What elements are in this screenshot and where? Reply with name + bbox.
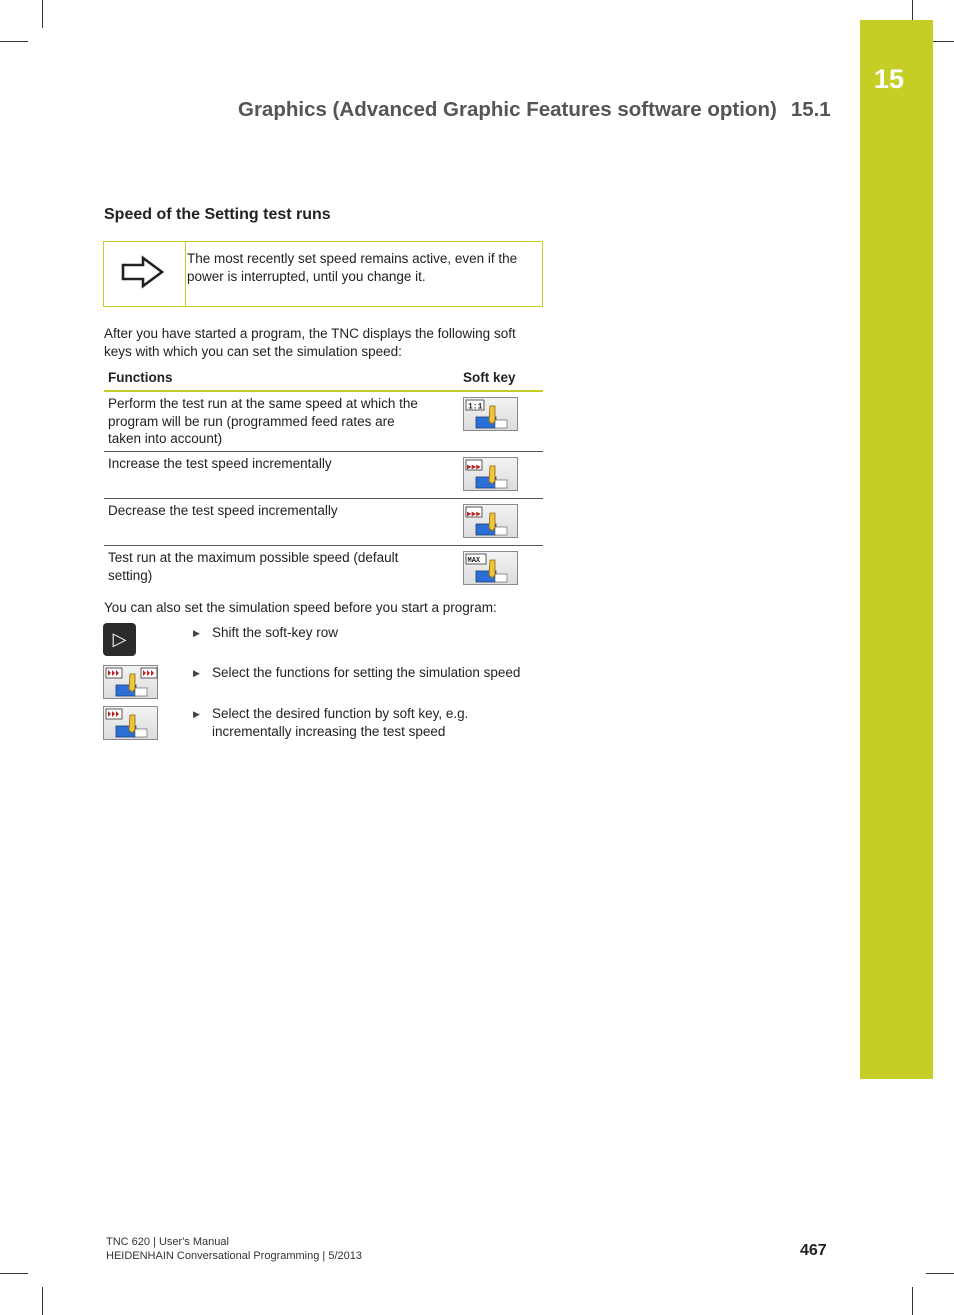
softkey-face [463, 504, 518, 538]
footer-manual-subtitle: HEIDENHAIN Conversational Programming | 5/2013 [106, 1250, 362, 1262]
crop-mark [926, 1273, 954, 1274]
table-row [104, 452, 543, 499]
simulation-speed-softkey-icon[interactable] [103, 665, 158, 699]
note-text: The most recently set speed remains active, even if the power is interrupted, until you change it. [187, 251, 518, 284]
footer [106, 1235, 362, 1263]
softkey-label: ▶▶▶ [467, 510, 481, 518]
crop-mark [0, 1273, 28, 1274]
running-header [238, 98, 831, 122]
header-section-number: 15.1 [790, 98, 831, 121]
step-text: Shift the soft-key row [212, 625, 339, 640]
increase-speed-softkey-icon[interactable] [103, 706, 158, 740]
softkey-label: ▶▶▶ [467, 463, 481, 471]
column-header-functions: Functions [108, 370, 173, 385]
softkey-face [463, 457, 518, 491]
bullet-icon: ▶ [193, 628, 200, 638]
softkey-label: MAX [467, 557, 481, 565]
crop-mark [42, 0, 43, 28]
table-header [104, 368, 543, 392]
bullet-icon: ▶ [193, 668, 200, 678]
bullet-icon: ▶ [193, 709, 200, 719]
table-row [104, 499, 543, 546]
crop-mark [912, 1287, 913, 1315]
softkey-face [463, 397, 518, 431]
crop-mark [42, 1287, 43, 1315]
crop-mark [0, 41, 28, 42]
function-description: Perform the test run at the same speed at which the program will be run (programmed feed rates are taken into account) [108, 396, 418, 446]
softkey-increase-speed[interactable] [463, 457, 518, 491]
table-row [104, 392, 543, 452]
function-description: Decrease the test speed incrementally [108, 503, 338, 518]
key-button [103, 623, 136, 656]
softkey-face [103, 706, 158, 740]
note-divider [185, 242, 186, 306]
section-title: Speed of the Setting test runs [104, 206, 331, 223]
column-header-soft-key: Soft key [463, 370, 516, 385]
table-row [104, 546, 543, 590]
softkey-face [103, 665, 158, 699]
softkey-max-speed[interactable] [463, 551, 518, 585]
key-glyph: ▷ [112, 629, 127, 649]
softkey-same-speed[interactable] [463, 397, 518, 431]
arrow-right-icon [120, 255, 166, 294]
crop-mark [912, 0, 913, 22]
softkey-face [463, 551, 518, 585]
function-description: Test run at the maximum possible speed (default setting) [108, 550, 399, 583]
step-text: Select the desired function by soft key, e.g. incrementally increasing the test speed [212, 706, 469, 739]
note-box [103, 241, 543, 307]
function-description: Increase the test speed incrementally [108, 456, 332, 471]
chapter-tab [860, 20, 933, 1079]
pre-steps-paragraph: You can also set the simulation speed before you start a program: [104, 600, 497, 615]
shift-softkey-row-icon[interactable] [103, 623, 136, 656]
intro-paragraph: After you have started a program, the TNC displays the following soft keys with which you can set the simulation speed: [104, 326, 516, 359]
header-title: Graphics (Advanced Graphic Features software option) [238, 98, 777, 121]
softkey-decrease-speed[interactable] [463, 504, 518, 538]
step-text: Select the functions for setting the simulation speed [212, 665, 521, 680]
footer-manual-title: TNC 620 | User's Manual [106, 1236, 229, 1248]
page-number: 467 [800, 1242, 827, 1259]
softkey-label: 1:1 [468, 402, 483, 412]
chapter-number: 15 [873, 64, 905, 94]
